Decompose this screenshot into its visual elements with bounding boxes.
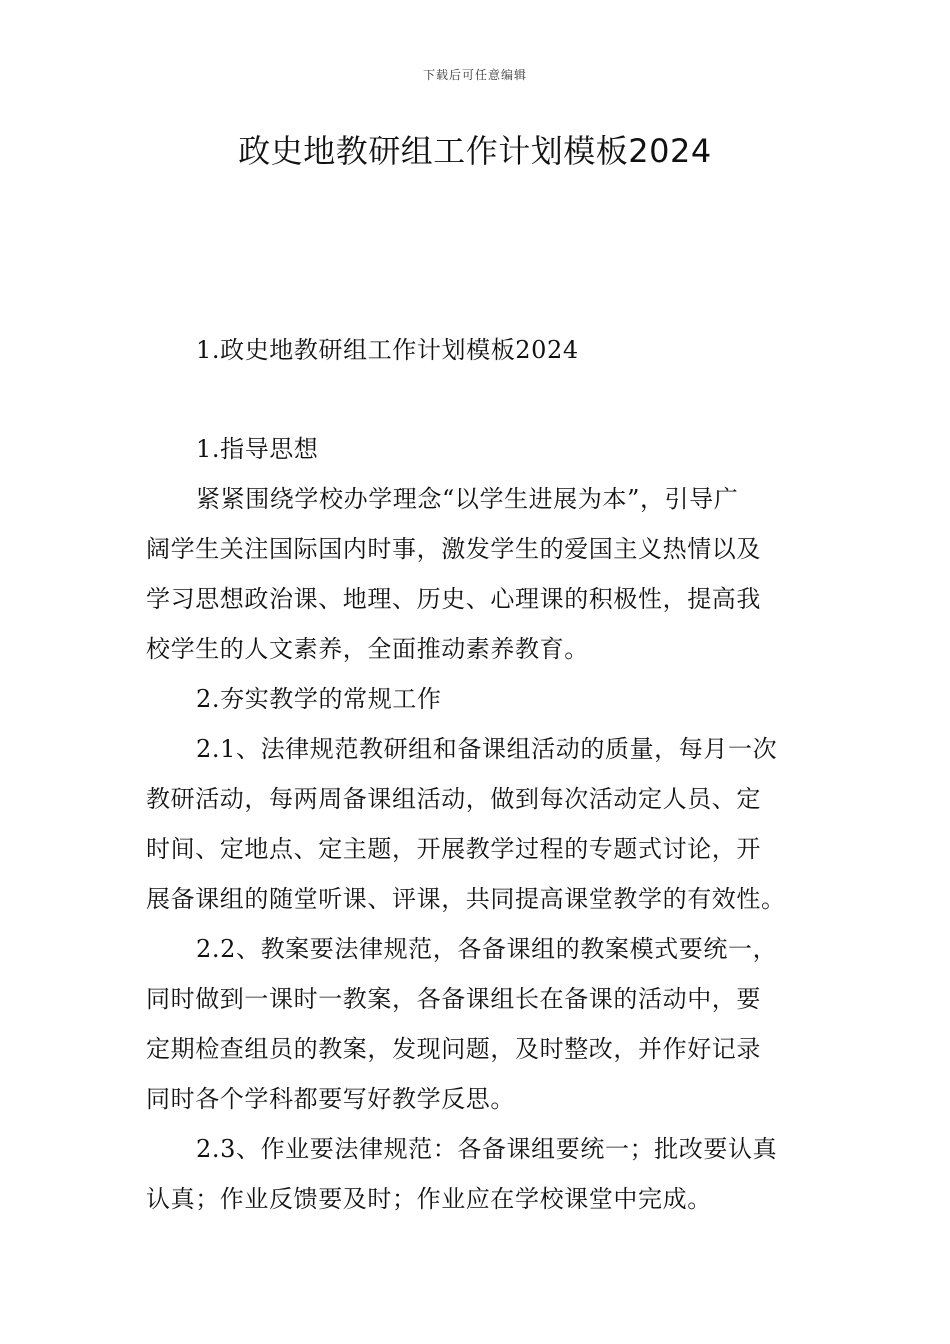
section-subtitle: 1.政史地教研组工作计划模板2024: [196, 336, 579, 364]
paragraph-line: 定期检查组员的教案，发现问题，及时整改，并作好记录: [146, 1035, 761, 1063]
paragraph-line: 同时各个学科都要写好教学反思。: [146, 1085, 515, 1113]
paragraph-line: 同时做到一课时一教案，各备课组长在备课的活动中，要: [146, 985, 761, 1013]
paragraph-line: 时间、定地点、定主题，开展教学过程的专题式讨论，开: [146, 835, 761, 863]
heading-routine-work: 2.夯实教学的常规工作: [196, 685, 442, 713]
paragraph-line: 2.2、教案要法律规范，各备课组的教案模式要统一，: [196, 935, 778, 963]
paragraph-line: 2.1、法律规范教研组和备课组活动的质量，每月一次: [196, 735, 778, 763]
paragraph-line: 阔学生关注国际国内时事，激发学生的爱国主义热情以及: [146, 535, 761, 563]
header-note: 下载后可任意编辑: [422, 68, 527, 82]
heading-guiding-thought: 1.指导思想: [196, 435, 319, 463]
document-title: 政史地教研组工作计划模板2024: [238, 132, 712, 170]
paragraph-line: 认真；作业反馈要及时；作业应在学校课堂中完成。: [146, 1185, 712, 1213]
paragraph-line: 紧紧围绕学校办学理念“以学生进展为本”，引导广: [196, 485, 739, 513]
document-body: [146, 424, 806, 1224]
paragraph-line: 2.3、作业要法律规范：各备课组要统一；批改要认真: [196, 1135, 778, 1163]
paragraph-line: 学习思想政治课、地理、历史、心理课的积极性，提高我: [146, 585, 761, 613]
paragraph-line: 展备课组的随堂听课、评课，共同提高课堂教学的有效性。: [146, 885, 786, 913]
section-subtitle-block: [146, 325, 806, 375]
paragraph-line: 教研活动，每两周备课组活动，做到每次活动定人员、定: [146, 785, 761, 813]
paragraph-line: 校学生的人文素养，全面推动素养教育。: [146, 635, 589, 663]
